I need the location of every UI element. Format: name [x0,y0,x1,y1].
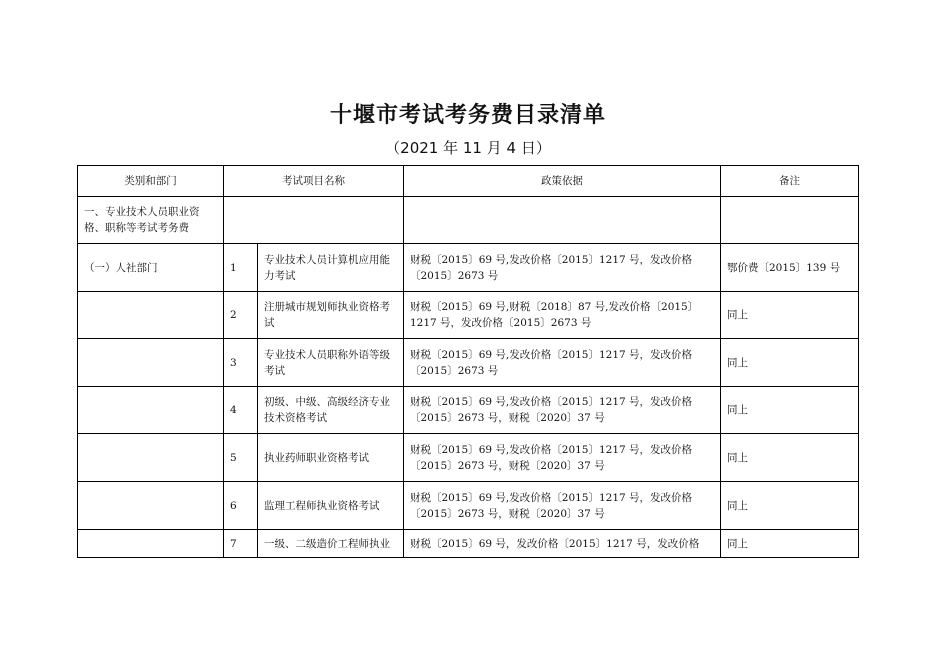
department-label: （一）人社部门 [78,244,224,292]
remarks: 同上 [721,434,859,482]
table-header-row [78,166,859,197]
remarks: 鄂价费〔2015〕139 号 [721,244,859,292]
section-label: 一、专业技术人员职业资格、职称等考试考务费 [78,197,224,244]
policy-basis-text: 财税〔2015〕69 号，发改价格〔2015〕1217 号，发改价格 [410,537,700,550]
policy-basis: 财税〔2015〕69 号,发改价格〔2015〕1217 号，发改价格〔2015〕2673 号，财税〔2020〕37 号 [404,482,721,530]
header-remarks: 备注 [721,166,859,197]
row-number: 5 [224,434,258,482]
exam-name [258,530,404,558]
table-row [78,339,859,387]
document-title: 十堰市考试考务费目录清单 [329,103,606,128]
remarks: 同上 [721,292,859,339]
policy-basis: 财税〔2015〕69 号,财税〔2018〕87 号,发改价格〔2015〕1217 号，发改价格〔2015〕2673 号 [404,292,721,339]
exam-name: 专业技术人员计算机应用能力考试 [258,244,404,292]
document-date: （2021 年 11 月 4 日） [385,139,551,157]
table-row [78,530,859,558]
exam-name-text: 一级、二级造价工程师执业 [264,537,390,550]
row-number: 7 [224,530,258,558]
remarks: 同上 [721,339,859,387]
section-row [78,197,859,244]
exam-name: 监理工程师执业资格考试 [258,482,404,530]
row-number: 2 [224,292,258,339]
exam-name: 注册城市规划师执业资格考试 [258,292,404,339]
policy-basis: 财税〔2015〕69 号,发改价格〔2015〕1217 号，发改价格〔2015〕2673 号，财税〔2020〕37 号 [404,434,721,482]
header-policy-basis: 政策依据 [404,166,721,197]
table-row [78,482,859,530]
remarks: 同上 [721,387,859,434]
row-number: 6 [224,482,258,530]
fee-catalog-table [77,165,859,558]
policy-basis [404,530,721,558]
row-number: 1 [224,244,258,292]
table-row [78,387,859,434]
policy-basis: 财税〔2015〕69 号,发改价格〔2015〕1217 号，发改价格〔2015〕2673 号，财税〔2020〕37 号 [404,387,721,434]
exam-name: 执业药师职业资格考试 [258,434,404,482]
exam-name: 专业技术人员职称外语等级考试 [258,339,404,387]
header-category: 类别和部门 [78,166,224,197]
table-row [78,292,859,339]
remarks: 同上 [721,530,859,558]
remarks: 同上 [721,482,859,530]
table-row [78,244,859,292]
row-number: 4 [224,387,258,434]
row-number: 3 [224,339,258,387]
header-exam-name: 考试项目名称 [224,166,404,197]
policy-basis: 财税〔2015〕69 号,发改价格〔2015〕1217 号，发改价格〔2015〕2673 号 [404,339,721,387]
policy-basis: 财税〔2015〕69 号,发改价格〔2015〕1217 号，发改价格〔2015〕2673 号 [404,244,721,292]
table-row [78,434,859,482]
exam-name: 初级、中级、高级经济专业技术资格考试 [258,387,404,434]
